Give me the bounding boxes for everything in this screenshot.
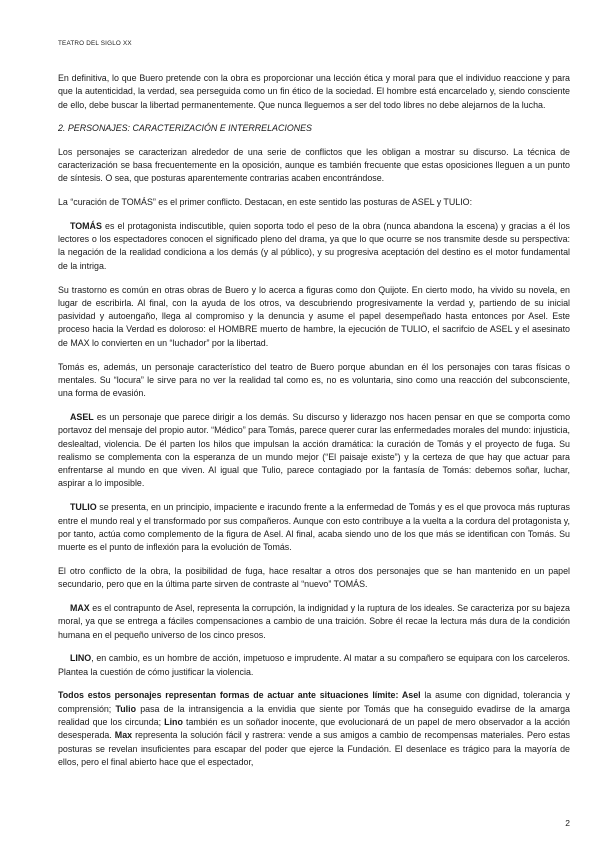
character-name-asel: ASEL bbox=[70, 411, 94, 422]
running-header: TEATRO DEL SIGLO XX bbox=[58, 40, 132, 47]
paragraph-tomas-trastorno: Su trastorno es común en otras obras de Buero y lo acerca a figuras como don Quijote. En cierto modo, ha vivido su novela, en lugar de escribirla. Al final, con la ayuda de los otros, va descubriendo progresivamente la verdad y, partiendo de su inicial pasividad y autoengaño, llega al compromiso y la denuncia y asume el papel desempeñado hasta entonces por Asel. Este proceso hacia la Verdad es doloroso: el HOMBRE muerto de hambre, la ejecución de TULIO, el sacrifcio de ASEL y el asesinato de MAX lo convierten en un “luchador” por la libertad. bbox=[58, 284, 570, 348]
paragraph-tulio bbox=[58, 501, 570, 554]
summary-text-3: también es un soñador inocente, que evolucionará de un papel de mero observador a la acción desesperada. bbox=[58, 717, 570, 741]
paragraph-lino-text: , en cambio, es un hombre de acción, impetuoso e imprudente. Al matar a su compañero se equipara con los carceleros. Plantea la cuestión de cómo justificar la violencia. bbox=[58, 653, 570, 677]
page-number: 2 bbox=[565, 818, 570, 828]
paragraph-conclusion: En definitiva, lo que Buero pretende con la obra es proporcionar una lección ética y moral para que el individuo reaccione y para que la autenticidad, la verdad, sea perseguida como un fin ético de la sociedad. El hombre está encarcelado y, siendo consciente de ello, debe buscar la libertad permanentemente. Que nunca lleguemos a ser del todo libres no debe alejarnos de la lucha. bbox=[58, 73, 570, 110]
section-title: 2. PERSONAJES: CARACTERIZACIÓN E INTERRELACIONES bbox=[58, 123, 312, 134]
paragraph-lino bbox=[58, 652, 570, 679]
paragraph-tulio-text: se presenta, en un principio, impaciente e iracundo frente a la enfermedad de Tomás y es el que provoca más rupturas entre el mundo real y el transformado por sus compañeros. Aunque con esto contribuye a la vuelta a la cordura del protagonista y, por tanto, actúa como complemento de la figura de Asel. Al final, acaba siendo uno de los que más se identifican con Tomás. Su muerte es el punto de inflexión para la evolución de Tomás. bbox=[58, 502, 570, 553]
summary-text-1: la asume con dignidad, tolerancia y comprensión; bbox=[58, 690, 570, 714]
summary-text-2: pasa de la intransigencia a la envidia que siente por Tomás que ha conseguido evadirse de la amarga realidad que los circunda; bbox=[58, 703, 570, 728]
summary-name-lino: Lino bbox=[164, 717, 183, 728]
summary-lead: Todos estos personajes representan formas de actuar ante situaciones límite: Asel bbox=[58, 690, 421, 701]
summary-name-tulio: Tulio bbox=[115, 703, 137, 714]
character-name-tulio: TULIO bbox=[70, 502, 97, 513]
paragraph-summary bbox=[58, 689, 570, 769]
paragraph-max-text: es el contrapunto de Asel, representa la corrupción, la indignidad y la ruptura de los ideales. Se caracteriza por su bajeza moral, ya que se entrega a fáciles compensaciones a cambio de una traición. Sobre él recae la lectura más dura de la condición humana en el pequeño universo de los cinco presos. bbox=[58, 603, 570, 640]
summary-text-4: representa la solución fácil y rastrera: vende a sus amigos a cambio de recompensas materiales. Pero estas posturas se revelan insuficientes para escapar del poder que ejerce la Fundación. El desenlace es trágico para la mayoría de ellos, pero el final abierto hace que el espectador, bbox=[58, 730, 570, 767]
document-body bbox=[58, 72, 570, 780]
paragraph-second-conflict: El otro conflicto de la obra, la posibilidad de fuga, hace resaltar a otros dos personajes que se han mantenido en un papel secundario, pero que en la última parte sirven de contraste al “nuevo” TOMÁS. bbox=[58, 565, 570, 590]
paragraph-tomas-character: Tomás es, además, un personaje característico del teatro de Buero porque abundan en él los personajes con taras físicas o mentales. Su “locura” le sirve para no ver la realidad tal como es, no es voluntaria, sino como una reacción del subconsciente, una forma de evasión. bbox=[58, 361, 570, 399]
character-name-tomas: TOMÁS bbox=[70, 220, 102, 231]
paragraph-asel bbox=[58, 411, 570, 491]
paragraph-asel-text: es un personaje que parece dirigir a los demás. Su discurso y liderazgo nos hacen pensar en que se comporta como portavoz del mensaje del propio autor. “Médico” para Tomás, parece querer curar las enfermedades morales del mundo: injusticia, deslealtad, violencia. De él parten los hilos que impulsan la acción dramática: la curación de Tomás y el proyecto de fuga. Su realismo se complementa con la esperanza de un mundo mejor (“El paisaje existe”) y la certeza de que hay que actuar para enfrentarse al mundo en que viven. Al igual que Tulio, parece contagiado por la fantasía de Tomás: debemos soñar, luchar, aspirar a lo imposible. bbox=[58, 411, 570, 489]
character-name-lino: LINO bbox=[70, 653, 92, 664]
character-name-max: MAX bbox=[70, 603, 90, 613]
paragraph-tomas bbox=[58, 220, 570, 273]
paragraph-first-conflict: La “curación de TOMÁS” es el primer conflicto. Destacan, en este sentido las posturas de ASEL y TULIO: bbox=[58, 197, 473, 208]
paragraph-max bbox=[58, 602, 570, 642]
paragraph-tomas-text: es el protagonista indiscutible, quien soporta todo el peso de la obra (nunca abandona la escena) y gracias a él los lectores o los espectadores conocen el significado pleno del drama, ya que lo que ocurre se nos transmite desde su perspectiva: la negación de la realidad condiciona a los demás (y al público), y su progresiva aceptación del destino es el motor fundamental de la intriga. bbox=[58, 220, 570, 271]
summary-name-max: Max bbox=[114, 730, 133, 741]
paragraph-characters-intro: Los personajes se caracterizan alrededor de una serie de conflictos que les obligan a mostrar su discurso. La técnica de caracterización se basa frecuentemente en la oposición, aunque es también frecuente que estas oposiciones lleguen a un punto de síntesis. O sea, que posturas aparentemente contrarias acaben encontrándose. bbox=[58, 146, 570, 184]
